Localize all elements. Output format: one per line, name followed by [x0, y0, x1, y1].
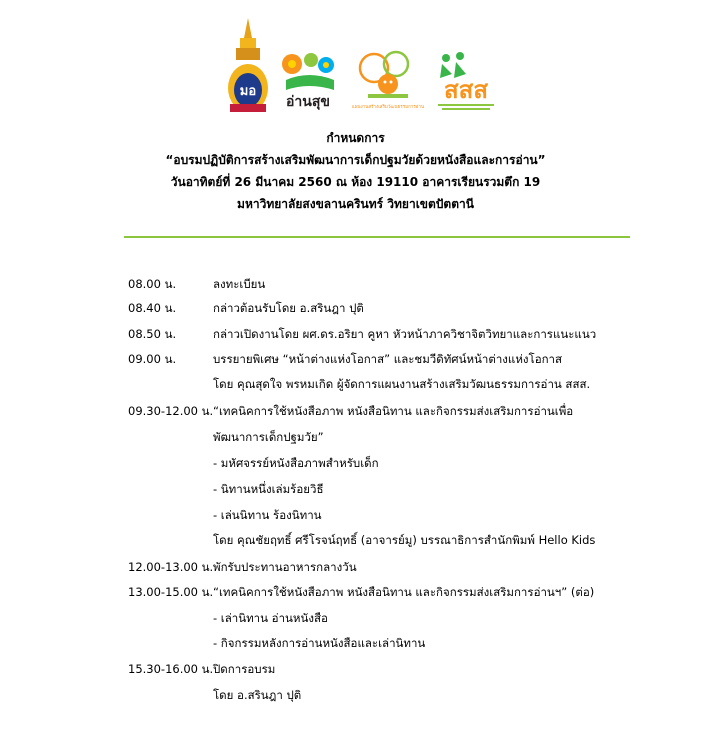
schedule-text: โดย อ.สรินฎา ปุติ — [213, 688, 302, 702]
schedule-time: 12.00-13.00 น. — [128, 560, 214, 574]
schedule-time: 13.00-15.00 น. — [128, 585, 214, 599]
schedule-text: กล่าวต้อนรับโดย อ.สรินฎา ปุติ — [213, 301, 364, 315]
schedule-text: - เล่นนิทาน ร้องนิทาน — [213, 508, 322, 522]
schedule-text: ลงทะเบียน — [213, 277, 266, 291]
psu-emblem-logo — [226, 18, 270, 114]
schedule-text: บรรยายพิเศษ “หน้าต่างแห่งโอกาส” และชมวีดิทัศน์หน้าต่างแห่งโอกาส — [213, 352, 563, 366]
reading-culture-logo — [352, 48, 424, 116]
schedule-time: 08.40 น. — [128, 301, 177, 315]
schedule-text: โดย คุณสุดใจ พรหมเกิด ผู้จัดการแผนงานสร้างเสริมวัฒนธรรมการอ่าน สสส. — [213, 377, 591, 391]
schedule-text: “เทคนิคการใช้หนังสือภาพ หนังสือนิทาน และกิจกรรมส่งเสริมการอ่านฯ” (ต่อ) — [213, 585, 595, 599]
read-happy-caption: อ่านสุข — [286, 94, 330, 110]
document-title-block — [0, 127, 711, 215]
schedule-time: 08.00 น. — [128, 277, 177, 291]
schedule-text: ปิดการอบรม — [213, 662, 276, 676]
schedule-time: 08.50 น. — [128, 327, 177, 341]
schedule-text: พัฒนาการเด็กปฐมวัย” — [213, 430, 324, 444]
schedule-text: กล่าวเปิดงานโดย ผศ.ดร.อริยา คูหา หัวหน้าภาควิชาจิตวิทยาและการแนะแนว — [213, 327, 597, 341]
schedule-text: “เทคนิคการใช้หนังสือภาพ หนังสือนิทาน และกิจกรรมส่งเสริมการอ่านเพื่อ — [213, 404, 574, 418]
schedule-time: 09.30-12.00 น. — [128, 404, 214, 418]
title-line-3: วันอาทิตย์ที่ 26 มีนาคม 2560 ณ ห้อง 19110 อาคารเรียนรวมตึก 19 — [170, 175, 541, 189]
schedule-time: 15.30-16.00 น. — [128, 662, 214, 676]
schedule-time: 09.00 น. — [128, 352, 177, 366]
schedule-text: พักรับประทานอาหารกลางวัน — [213, 560, 357, 574]
schedule-text: - เล่านิทาน อ่านหนังสือ — [213, 611, 328, 625]
title-line-4: มหาวิทยาลัยสงขลานครินทร์ วิทยาเขตปัตตานี — [237, 197, 474, 211]
title-line-1: กำหนดการ — [326, 131, 385, 145]
schedule-text: - นิทานหนึ่งเล่มร้อยวิธี — [213, 482, 324, 496]
read-happy-logo — [278, 50, 340, 114]
schedule-text: โดย คุณชัยฤทธิ์ ศรีโรจน์ฤทธิ์ (อาจารย์มู) บรรณาธิการสำนักพิมพ์ Hello Kids — [213, 533, 596, 547]
thaihealth-caption: สสส — [444, 76, 488, 104]
schedule-text: - กิจกรรมหลังการอ่านหนังสือและเล่านิทาน — [213, 636, 426, 650]
title-line-2: “อบรมปฏิบัติการสร้างเสริมพัฒนาการเด็กปฐมวัยด้วยหนังสือและการอ่าน” — [165, 153, 546, 167]
logo-strip — [0, 18, 711, 118]
reading-culture-caption: แผนงานสร้างเสริมวัฒนธรรมการอ่าน — [352, 105, 424, 110]
thaihealth-logo — [432, 48, 500, 114]
psu-emblem-caption: มอ — [239, 84, 257, 99]
title-divider — [124, 236, 630, 238]
schedule-text: - มหัศจรรย์หนังสือภาพสำหรับเด็ก — [213, 456, 379, 470]
